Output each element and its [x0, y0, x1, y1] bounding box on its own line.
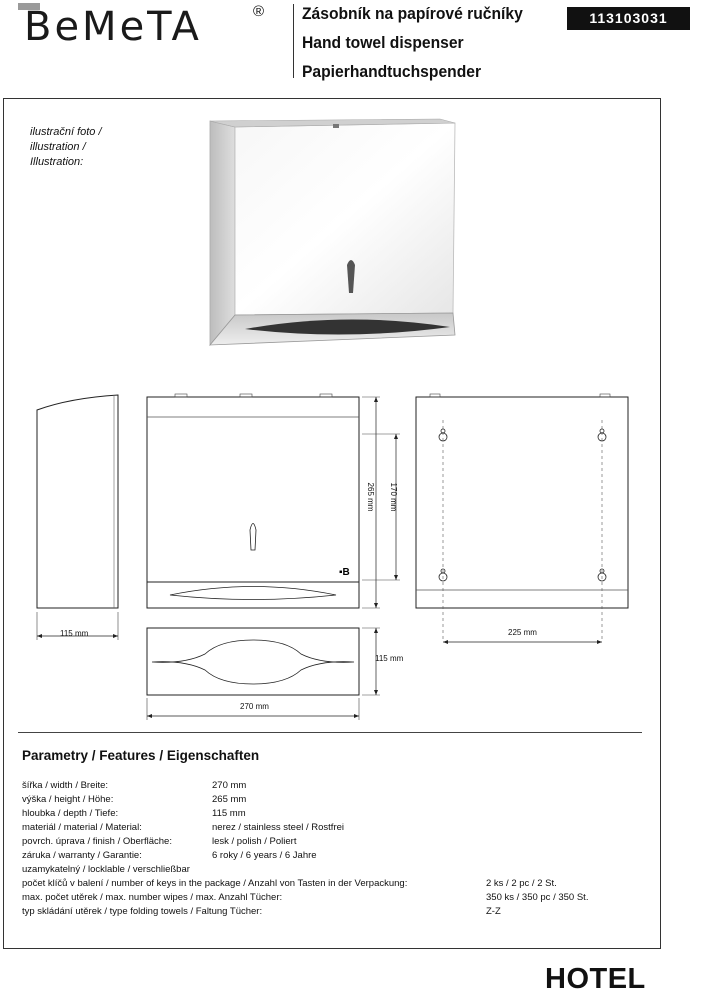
spec-label: hloubka / depth / Tiefe: — [22, 808, 119, 819]
spec-value: 6 roky / 6 years / 6 Jahre — [212, 850, 317, 861]
illustration-caption-en: illustration / — [30, 141, 86, 153]
dim-side-depth: 115 mm — [60, 629, 89, 638]
title-en: Hand towel dispenser — [302, 33, 464, 52]
brand-logo: BeMeTA — [24, 4, 202, 50]
spec-value: 350 ks / 350 pc / 350 St. — [486, 892, 589, 903]
spec-value: nerez / stainless steel / Rostfrei — [212, 822, 344, 833]
spec-value: 265 mm — [212, 794, 247, 805]
spec-label: záruka / warranty / Garantie: — [22, 850, 142, 861]
spec-value: 115 mm — [212, 808, 246, 819]
dim-hole-spacing: 225 mm — [508, 628, 537, 637]
spec-label: materiál / material / Material: — [22, 822, 142, 833]
header-divider — [293, 4, 294, 78]
spec-label: max. počet utěrek / max. number wipes / max. Anzahl Tücher: — [22, 892, 283, 903]
spec-value: Z-Z — [486, 906, 501, 917]
spec-label: počet klíčů v balení / number of keys in the package / Anzahl von Tasten in der Verpackung: — [22, 878, 408, 889]
spec-label: výška / height / Höhe: — [22, 794, 114, 805]
features-title: Parametry / Features / Eigenschaften — [22, 748, 260, 763]
registered-mark: ® — [253, 3, 265, 20]
back-view-drawing — [410, 390, 635, 650]
dim-front-height: 265 mm — [366, 482, 375, 512]
product-code-badge: 113103031 — [567, 7, 690, 30]
side-view-drawing — [30, 390, 125, 650]
spec-value: 270 mm — [212, 780, 247, 791]
spec-label: uzamykatelný / locklable / verschließbar — [22, 864, 190, 875]
spec-value: lesk / polish / Poliert — [212, 836, 297, 847]
dim-bottom-depth: 115 mm — [375, 654, 404, 663]
title-cz: Zásobník na papírové ručníky — [302, 4, 523, 23]
product-photo — [205, 115, 465, 350]
dim-slot-height: 170 mm — [389, 482, 398, 512]
spec-label: šířka / width / Breite: — [22, 780, 109, 791]
section-divider — [18, 732, 642, 733]
front-view-drawing — [140, 390, 400, 615]
dim-bottom-width: 270 mm — [240, 702, 269, 711]
illustration-caption-de: Illustration: — [30, 156, 84, 168]
spec-label: typ skládání utěrek / type folding towels / Faltung Tücher: — [22, 906, 263, 917]
category-label: HOTEL — [545, 963, 646, 995]
spec-value: 2 ks / 2 pc / 2 St. — [486, 878, 557, 889]
title-de: Papierhandtuchspender — [302, 62, 482, 81]
spec-label: povrch. úprava / finish / Oberfläche: — [22, 836, 172, 847]
illustration-caption-cz: ilustrační foto / — [30, 126, 102, 138]
front-brand-mark: ▪B — [339, 567, 350, 578]
